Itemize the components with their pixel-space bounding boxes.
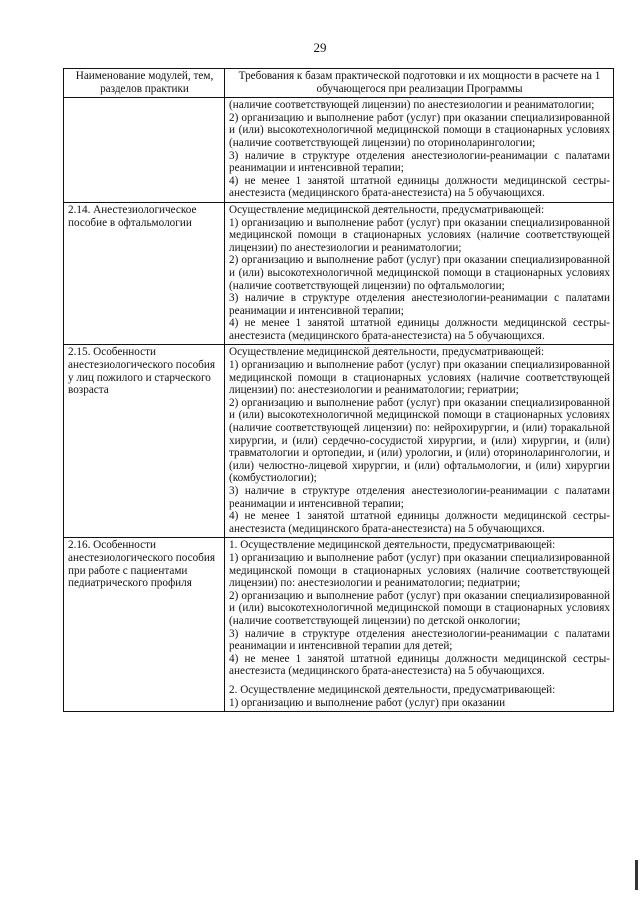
requirement-item: (наличие соответствующей лицензии) по анестезиологии и реаниматологии; [229, 99, 595, 112]
page-number: 29 [313, 40, 327, 55]
requirement-item: 3) наличие в структуре отделения анестезиологии-реанимации с палатами реанимации и интенсивной терапии для детей; [229, 627, 610, 653]
requirement-item: 4) не менее 1 занятой штатной единицы должности медицинской сестры-анестезиста (медицинского брата-анестезиста) на 5 обучающихся. [229, 510, 610, 535]
requirements-table [63, 68, 614, 712]
requirement-item: 3) наличие в структуре отделения анестезиологии-реанимации с палатами реанимации и интенсивной терапии; [229, 485, 610, 510]
requirement-item: 4) не менее 1 занятой штатной единицы должности медицинской сестры-анестезиста (медицинского брата-анестезиста) на 5 обучающихся. [229, 317, 610, 342]
requirement-item: 4) не менее 1 занятой штатной единицы должности медицинской сестры-анестезиста (медицинского брата-анестезиста) на 5 обучающихся. [229, 174, 610, 200]
requirement-item: 1. Осуществление медицинской деятельности, предусматривающей: [229, 539, 556, 552]
requirement-item: Осуществление медицинской деятельности, предусматривающей: [229, 346, 545, 359]
requirement-item: 1) организацию и выполнение работ (услуг) при оказании специализированной медицинской помощи в стационарных условиях (наличие соответствующей лицензии) по анестезиологии и реаниматологии; [229, 216, 610, 254]
row-title: 2.16. Особенности анестезиологического пособия при работе с пациентами педиатрического профиля [64, 538, 225, 712]
table-row [64, 538, 614, 712]
requirement-item: 3) наличие в структуре отделения анестезиологии-реанимации с палатами реанимации и интенсивной терапии; [229, 149, 610, 175]
header-requirements: Требования к базам практической подготовки и их мощности в расчете на 1 обучающегося при реализации Программы [225, 69, 614, 98]
row-title: 2.15. Особенности анестезиологического пособия у лиц пожилого и старческого возраста [64, 345, 225, 538]
requirement-item: 2) организацию и выполнение работ (услуг) при оказании специализированной и (или) высокотехнологичной медицинской помощи в стационарных условиях (наличие соответствующей лицензии) по: нейрохирургии, и (или) торакальной хирургии, и (или) сердечно-сосудистой хирургии, и (или) хирургии, и (или) травматологии и ортопедии, и (или) урологии, и (или) оториноларингологии, и (или) челюстно-лицевой хирургии, и (или) офтальмологии, и (или) хирургии (комбустиологии); [229, 396, 610, 485]
row-title [64, 98, 225, 203]
scan-edge-mark [635, 860, 638, 890]
requirement-item: 2. Осуществление медицинской деятельности, предусматривающей: [229, 683, 556, 696]
requirement-item: 1) организацию и выполнение работ (услуг) при оказании специализированной медицинской помощи в стационарных условиях (наличие соответствующей лицензии) по: анестезиологии и реаниматологии; гериатрии; [229, 359, 610, 397]
requirement-item: 3) наличие в структуре отделения анестезиологии-реанимации с палатами реанимации и интенсивной терапии; [229, 292, 610, 317]
row-requirements [225, 202, 614, 345]
table-row [64, 345, 614, 538]
table-row [64, 202, 614, 345]
requirement-item: 2) организацию и выполнение работ (услуг) при оказании специализированной и (или) высокотехнологичной медицинской помощи в стационарных условиях (наличие соответствующей лицензии) по детской онкологии; [229, 589, 610, 627]
header-modules: Наименование модулей, тем, разделов практики [64, 69, 225, 98]
requirement-item: 2) организацию и выполнение работ (услуг) при оказании специализированной и (или) высокотехнологичной медицинской помощи в стационарных условиях (наличие соответствующей лицензии) по оториноларингологии; [229, 111, 610, 149]
requirement-item: 2) организацию и выполнение работ (услуг) при оказании специализированной и (или) высокотехнологичной медицинской помощи в стационарных условиях (наличие соответствующей лицензии) по офтальмологии; [229, 254, 610, 292]
table-row [64, 98, 614, 203]
requirement-item: 4) не менее 1 занятой штатной единицы должности медицинской сестры-анестезиста (медицинского брата-анестезиста) на 5 обучающихся. [229, 652, 610, 678]
table-header-row [64, 69, 614, 98]
requirement-item: 1) организацию и выполнение работ (услуг) при оказании специализированной медицинской помощи в стационарных условиях (наличие соответствующей лицензии) по: анестезиологии и реаниматологии; педиатрии; [229, 551, 610, 590]
row-requirements [225, 538, 614, 712]
row-title: 2.14. Анестезиологическое пособие в офтальмологии [64, 202, 225, 345]
row-requirements [225, 98, 614, 203]
requirement-item: Осуществление медицинской деятельности, предусматривающей: [229, 203, 545, 216]
row-requirements [225, 345, 614, 538]
requirement-item: 1) организацию и выполнение работ (услуг) при оказании [229, 696, 506, 709]
